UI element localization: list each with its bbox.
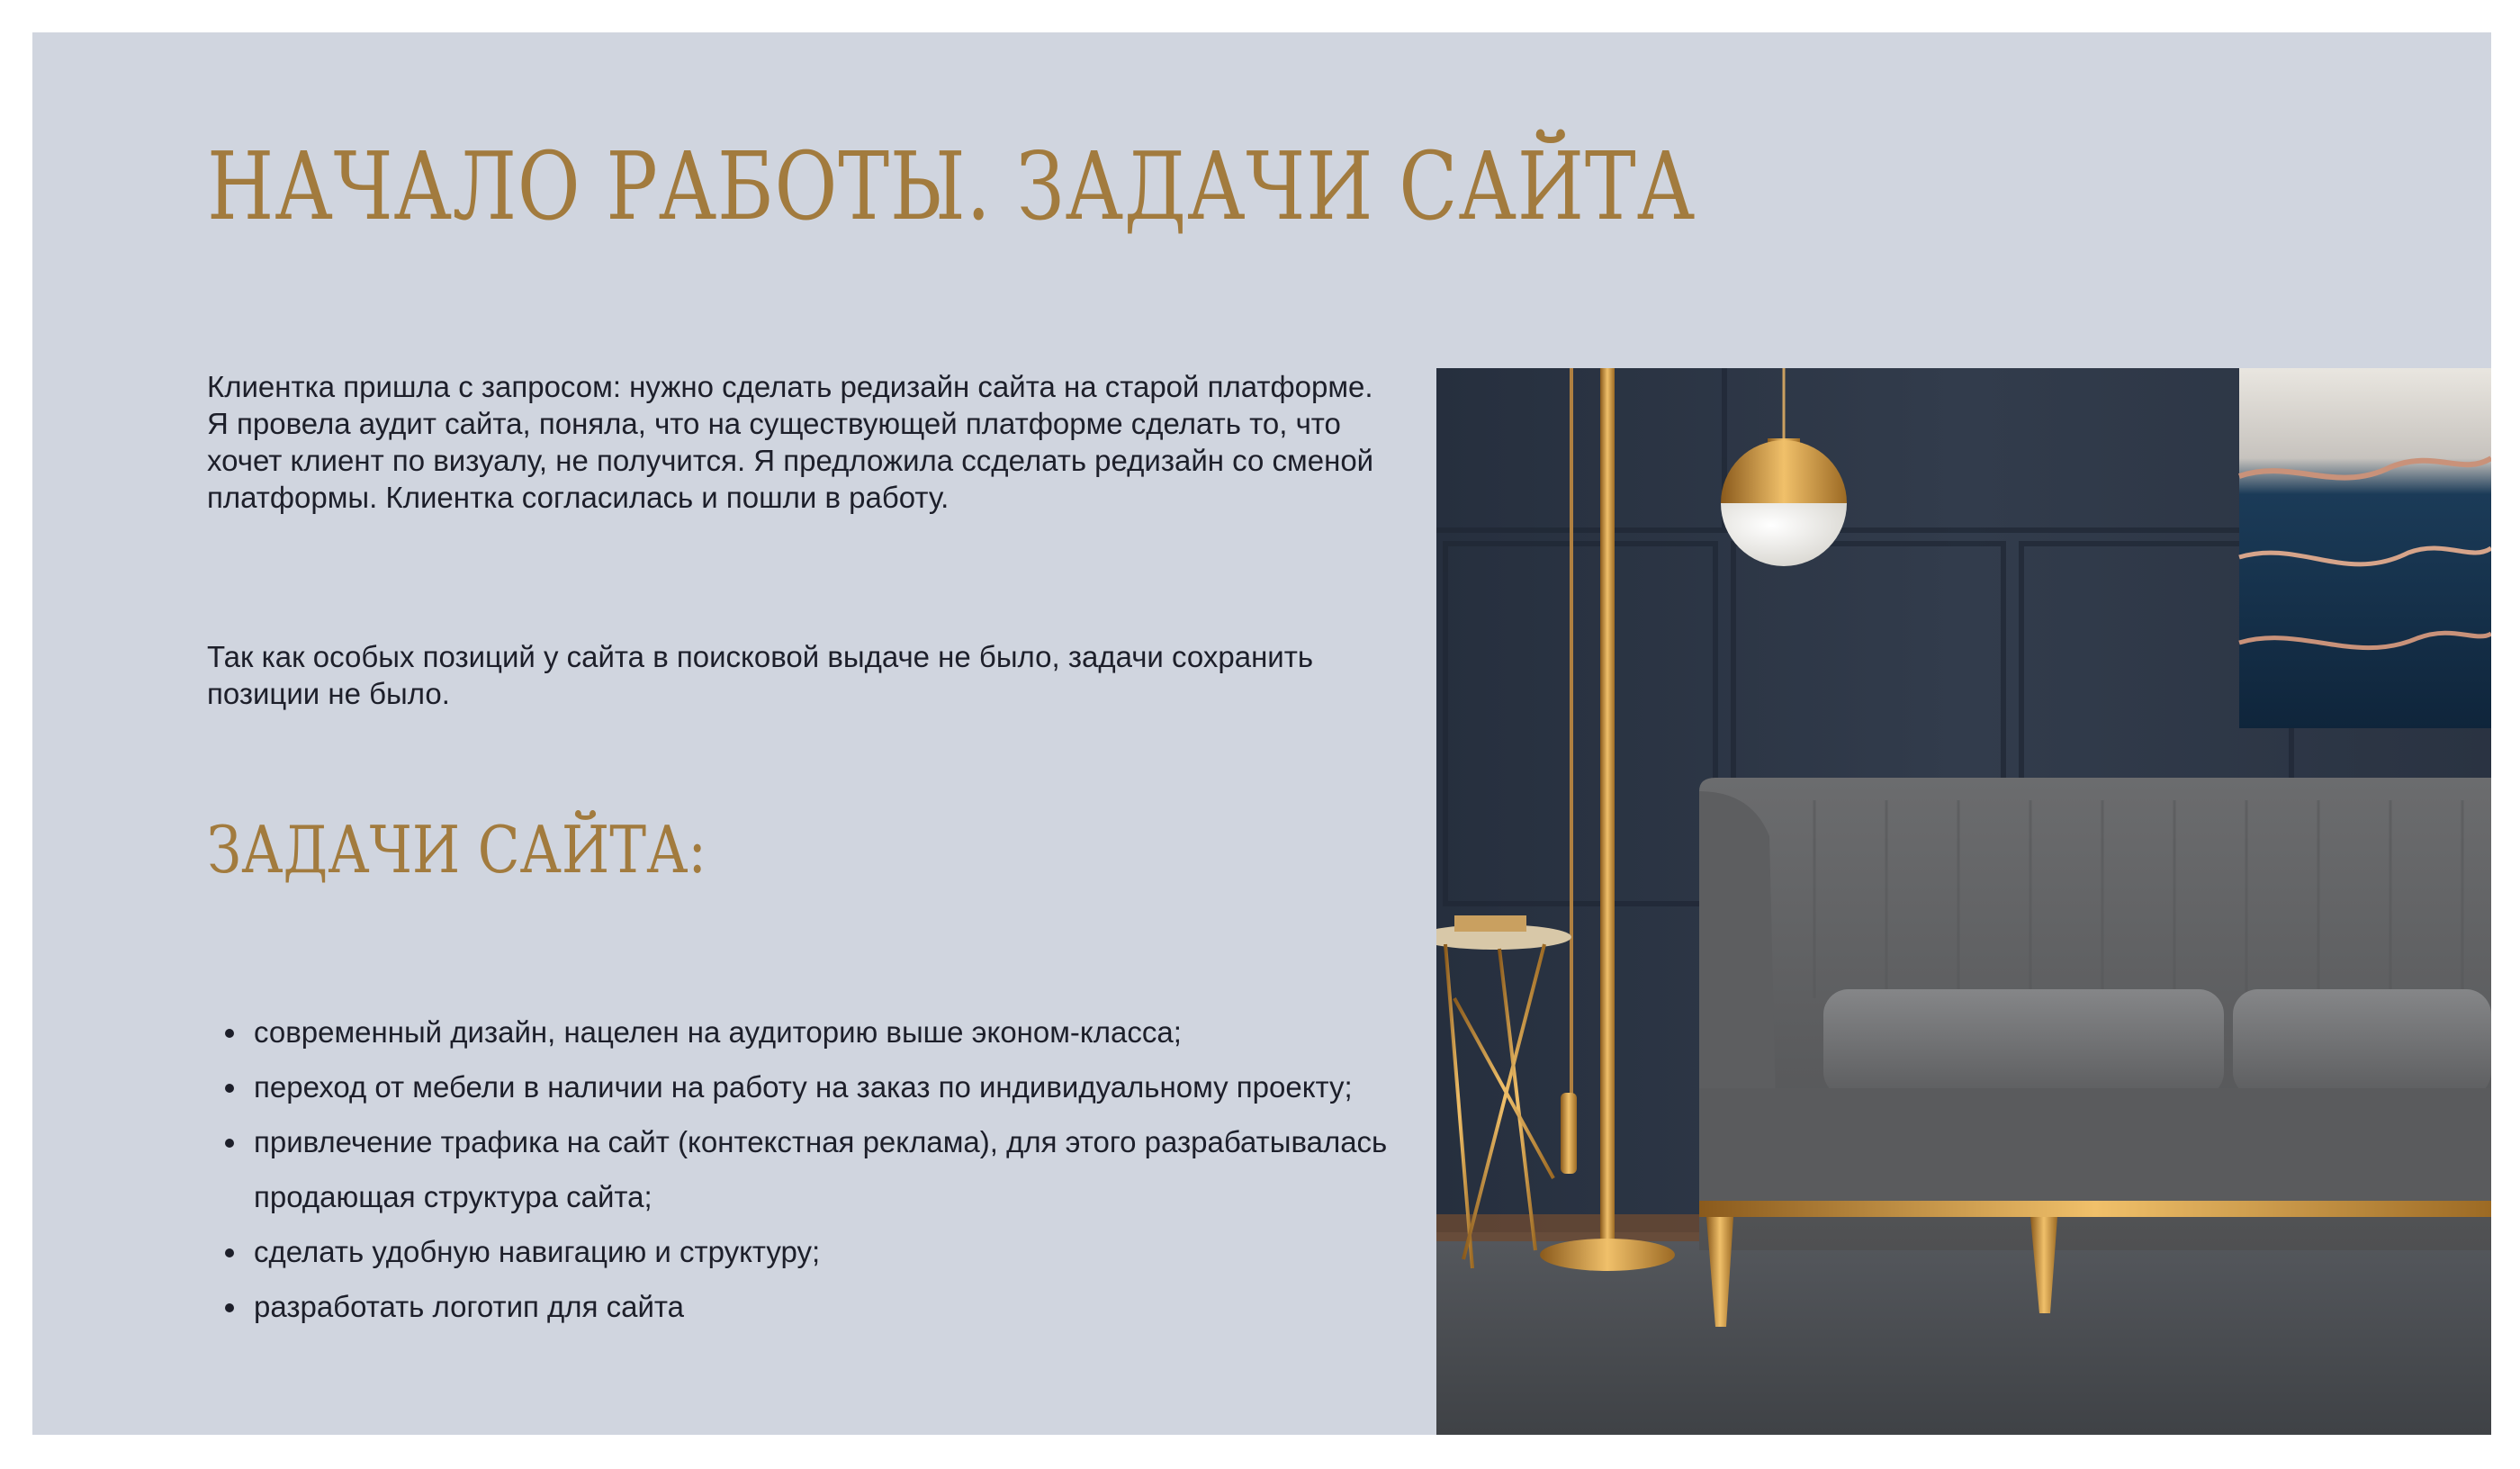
list-item: переход от мебели в наличии на работу на заказ по индивидуальному проекту; [207,1059,1404,1114]
tasks-list [207,1005,1404,1334]
positions-paragraph: Так как особых позиций у сайта в поисковой выдаче не было, задачи сохранить позиции не было. [207,640,1314,710]
list-item: разработать логотип для сайта [207,1279,1404,1334]
interior-photo-icon [1436,368,2491,1435]
list-item: привлечение трафика на сайт (контекстная реклама), для этого разрабатывалась продающая структура сайта; [207,1114,1404,1224]
tasks-title: ЗАДАЧИ САЙТА: [207,812,707,888]
list-item: сделать удобную навигацию и структуру; [207,1224,1404,1279]
slide [32,32,2491,1435]
intro-paragraph: Клиентка пришла с запросом: нужно сделать редизайн сайта на старой платформе. Я провела аудит сайта, поняла, что на существующей платформе сделать то, что хочет клиент по визуалу, не получится. Я предложила ссделать редизайн со сменой платформы. Клиентка согласилась и пошли в работу. [207,370,1374,514]
page-title: НАЧАЛО РАБОТЫ. ЗАДАЧИ САЙТА [207,131,1696,241]
list-item: современный дизайн, нацелен на аудиторию выше эконом-класса; [207,1005,1404,1059]
